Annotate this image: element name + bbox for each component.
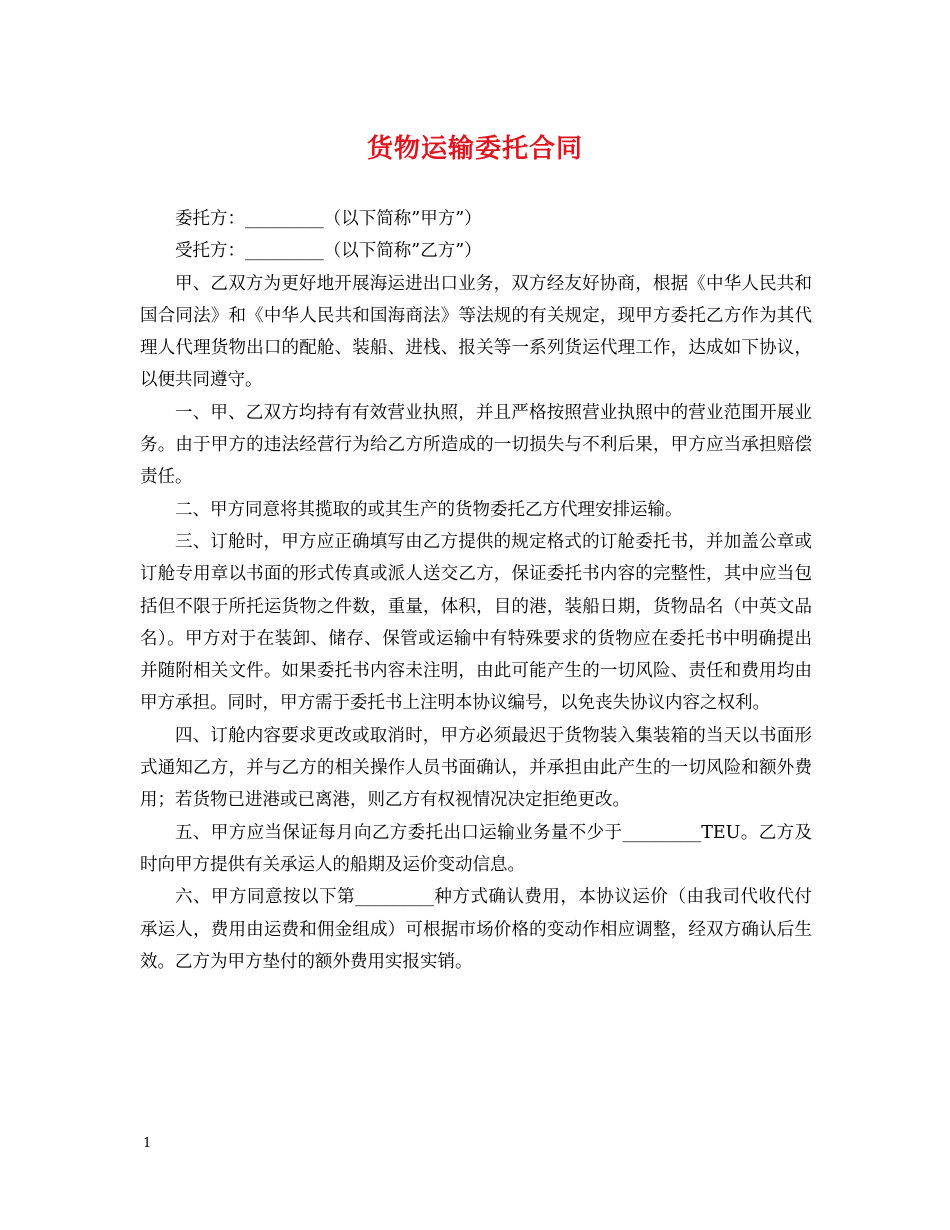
clause-2: 二、甲方同意将其揽取的或其生产的货物委托乙方代理安排运输。: [175, 499, 683, 520]
clause-1: 一、甲、乙双方均持有有效营业执照，并且严格按照营业执照中的营业范围开展业务。由于甲方的违法经营行为给乙方所造成的一切损失与不利后果，甲方应当承担赔偿责任。: [140, 402, 812, 488]
party-a-line: 委托方：_________（以下简称”甲方”）: [175, 209, 482, 229]
clause-4: 四、订舱内容要求更改或取消时，甲方必须最迟于货物装入集装箱的当天以书面形式通知乙方，并与乙方的相关操作人员书面确认，并承担由此产生的一切风险和额外费用；若货物已进港或已离港，则乙方有权视情况决定拒绝更改。: [140, 725, 812, 811]
clause-6: 六、甲方同意按以下第_________种方式确认费用，本协议运价（由我司代收代付承运人，费用由运费和佣金组成）可根据市场价格的变动作相应调整，经双方确认后生效。乙方为甲方垫付的额外费用实报实销。: [140, 887, 812, 972]
page-number: 1: [143, 1136, 152, 1151]
document-title: 货物运输委托合同: [366, 134, 583, 164]
document-body: [140, 203, 812, 978]
preamble-paragraph: 甲、乙双方为更好地开展海运进出口业务，双方经友好协商，根据《中华人民共和国合同法》和《中华人民共和国海商法》等法规的有关规定，现甲方委托乙方作为其代理人代理货物出口的配舱、装船、进栈、报关等一系列货运代理工作，达成如下协议，以便共同遵守。: [140, 273, 812, 391]
party-b-line: 受托方：_________（以下简称”乙方”）: [175, 241, 482, 262]
clause-5: 五、甲方应当保证每月向乙方委托出口运输业务量不少于_________TEU。乙方及时向甲方提供有关承运人的船期及运价变动信息。: [140, 822, 812, 875]
clause-3: 三、订舱时，甲方应正确填写由乙方提供的规定格式的订舱委托书，并加盖公章或订舱专用章以书面的形式传真或派人送交乙方，保证委托书内容的完整性，其中应当包括但不限于所托运货物之件数，重量，体积，目的港，装船日期，货物品名（中英文品名）。甲方对于在装卸、储存、保管或运输中有特殊要求的货物应在委托书中明确提出并随附相关文件。如果委托书内容未注明，由此可能产生的一切风险、责任和费用均由甲方承担。同时，甲方需于委托书上注明本协议编号，以免丧失协议内容之权利。: [140, 531, 812, 714]
